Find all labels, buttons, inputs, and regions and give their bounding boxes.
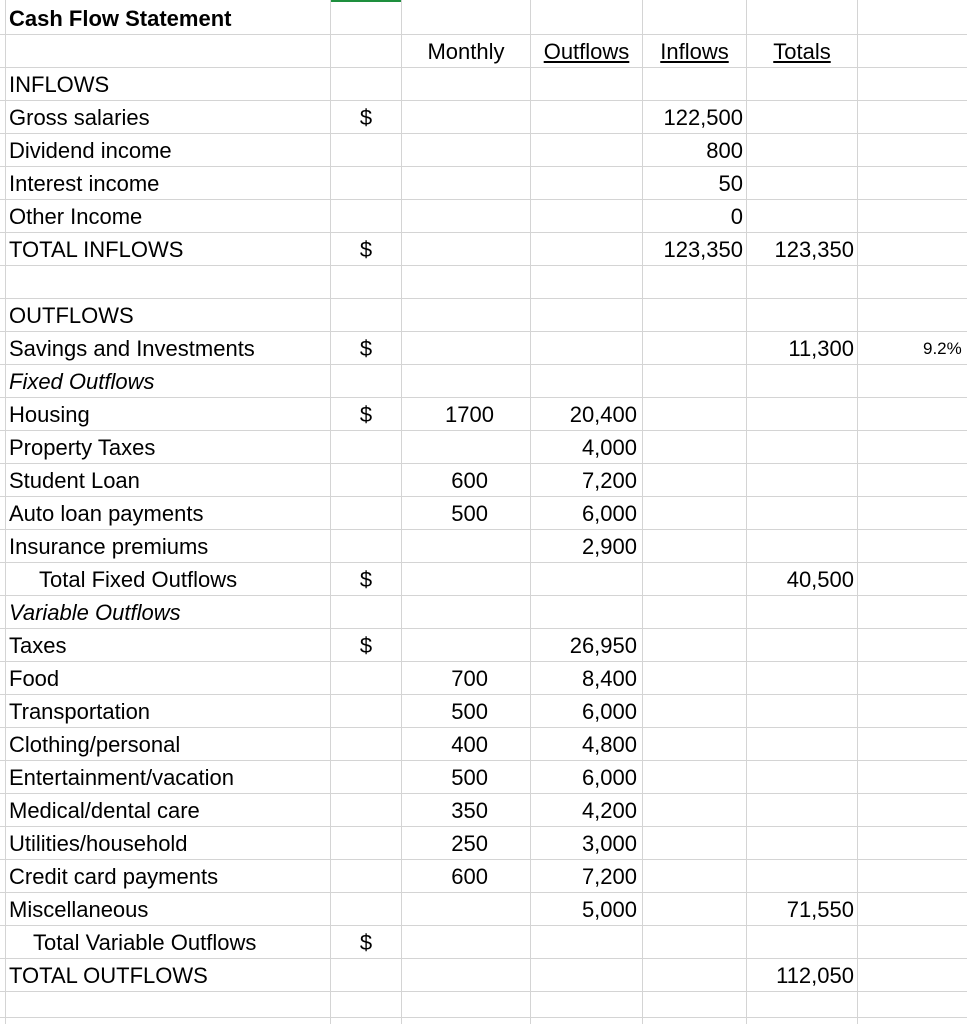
row-label[interactable]: Taxes	[9, 633, 67, 658]
outflow-value[interactable]: 4,800	[581, 732, 637, 757]
row-label[interactable]: Food	[9, 666, 60, 691]
outflow-value[interactable]: 7,200	[581, 468, 637, 493]
currency-symbol[interactable]: $	[359, 105, 373, 130]
fixed-outflows-label[interactable]: Fixed Outflows	[9, 369, 155, 394]
header-monthly[interactable]: Monthly	[427, 39, 505, 64]
row-label[interactable]: Other Income	[9, 204, 143, 229]
row-label[interactable]: Auto loan payments	[9, 501, 204, 526]
currency-symbol[interactable]: $	[359, 402, 373, 427]
inflow-value[interactable]: 50	[718, 171, 743, 196]
outflow-value[interactable]: 2,900	[581, 534, 637, 559]
total-variable-outflows-label[interactable]: Total Variable Outflows	[33, 930, 257, 955]
currency-symbol[interactable]: $	[359, 633, 373, 658]
header-totals[interactable]: Totals	[773, 39, 831, 64]
outflows-section-label[interactable]: OUTFLOWS	[9, 303, 134, 328]
outflow-value[interactable]: 4,200	[581, 798, 637, 823]
header-inflows[interactable]: Inflows	[660, 39, 729, 64]
outflow-value[interactable]: 20,400	[569, 402, 637, 427]
monthly-value[interactable]: 500	[451, 501, 488, 526]
total-fixed-outflows-label[interactable]: Total Fixed Outflows	[39, 567, 238, 592]
row-label[interactable]: Dividend income	[9, 138, 172, 163]
header-outflows[interactable]: Outflows	[543, 39, 630, 64]
row-label[interactable]: Insurance premiums	[9, 534, 209, 559]
inflow-value[interactable]: 0	[730, 204, 743, 229]
total-inflows-value[interactable]: 123,350	[663, 237, 743, 262]
gridline	[5, 0, 6, 1024]
row-label[interactable]: Transportation	[9, 699, 151, 724]
monthly-value[interactable]: 500	[451, 765, 488, 790]
outflow-value[interactable]: 26,950	[569, 633, 637, 658]
row-label[interactable]: Clothing/personal	[9, 732, 181, 757]
gridline	[857, 0, 858, 1024]
inflows-section-label[interactable]: INFLOWS	[9, 72, 110, 97]
outflow-value[interactable]: 7,200	[581, 864, 637, 889]
savings-percent[interactable]: 9.2%	[923, 339, 962, 358]
currency-symbol[interactable]: $	[359, 336, 373, 361]
outflow-value[interactable]: 3,000	[581, 831, 637, 856]
inflow-value[interactable]: 122,500	[663, 105, 743, 130]
total-inflows-label[interactable]: TOTAL INFLOWS	[9, 237, 184, 262]
monthly-value[interactable]: 1700	[445, 402, 494, 427]
outflow-value[interactable]: 4,000	[581, 435, 637, 460]
row-label[interactable]: Property Taxes	[9, 435, 156, 460]
monthly-value[interactable]: 250	[451, 831, 488, 856]
outflow-value[interactable]: 6,000	[581, 699, 637, 724]
row-label[interactable]: Interest income	[9, 171, 160, 196]
currency-symbol[interactable]: $	[359, 930, 373, 955]
row-label[interactable]: Gross salaries	[9, 105, 150, 130]
row-label[interactable]: Miscellaneous	[9, 897, 149, 922]
monthly-value[interactable]: 700	[451, 666, 488, 691]
monthly-value[interactable]: 400	[451, 732, 488, 757]
currency-symbol[interactable]: $	[359, 567, 373, 592]
monthly-value[interactable]: 600	[451, 864, 488, 889]
outflow-value[interactable]: 6,000	[581, 501, 637, 526]
gridline	[330, 0, 331, 1024]
savings-total[interactable]: 11,300	[788, 336, 854, 361]
row-label[interactable]: Credit card payments	[9, 864, 219, 889]
total-outflows-label[interactable]: TOTAL OUTFLOWS	[9, 963, 208, 988]
total-fixed-outflows-value[interactable]: 40,500	[786, 567, 854, 592]
total-inflows-total[interactable]: 123,350	[774, 237, 854, 262]
monthly-value[interactable]: 350	[451, 798, 488, 823]
row-label[interactable]: Utilities/household	[9, 831, 188, 856]
monthly-value[interactable]: 500	[451, 699, 488, 724]
total-outflows-value[interactable]: 112,050	[776, 963, 854, 988]
outflow-value[interactable]: 6,000	[581, 765, 637, 790]
row-label[interactable]: Student Loan	[9, 468, 140, 493]
row-label[interactable]: Medical/dental care	[9, 798, 200, 823]
sheet-title[interactable]: Cash Flow Statement	[9, 6, 232, 31]
selected-column-indicator	[331, 0, 401, 2]
outflow-value[interactable]: 8,400	[581, 666, 637, 691]
monthly-value[interactable]: 600	[451, 468, 488, 493]
inflow-value[interactable]: 800	[706, 138, 743, 163]
outflow-value[interactable]: 5,000	[581, 897, 637, 922]
savings-label[interactable]: Savings and Investments	[9, 336, 255, 361]
total-variable-outflows-value[interactable]: 71,550	[786, 897, 854, 922]
gridline	[0, 1017, 967, 1018]
row-label[interactable]: Housing	[9, 402, 90, 427]
gridline	[746, 0, 747, 1024]
variable-outflows-label[interactable]: Variable Outflows	[9, 600, 181, 625]
row-label[interactable]: Entertainment/vacation	[9, 765, 235, 790]
currency-symbol[interactable]: $	[359, 237, 373, 262]
